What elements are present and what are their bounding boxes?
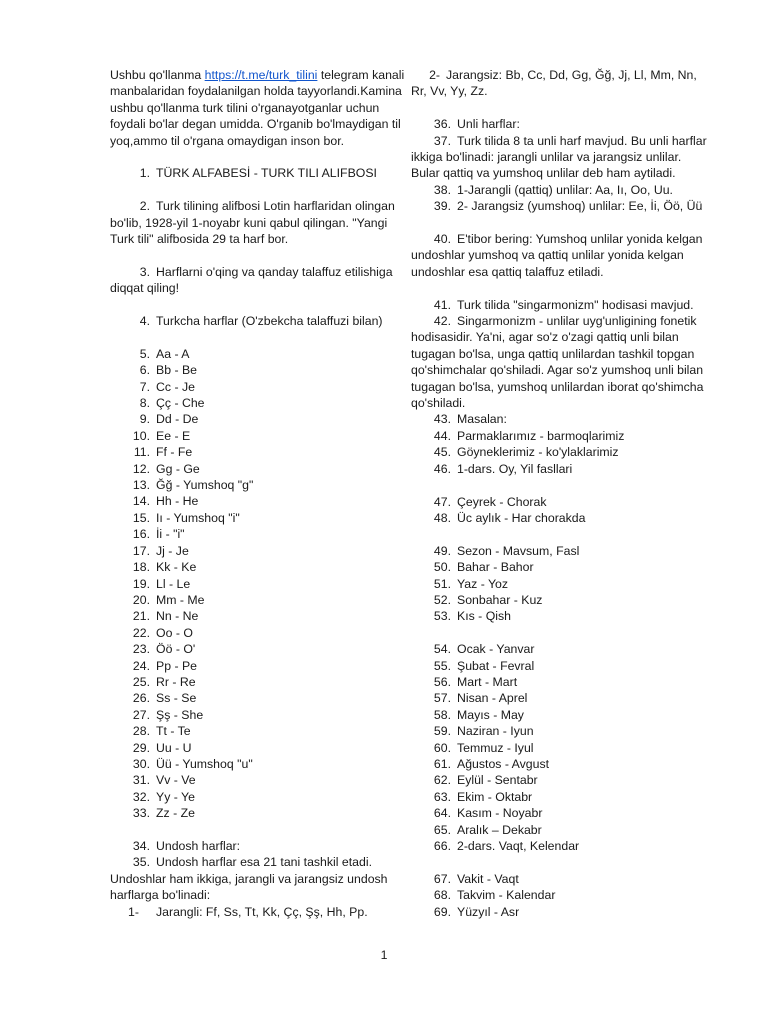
item-text: Takvim - Kalendar [457,888,556,903]
item-text: Rr - Re [156,674,196,689]
item-text: Şubat - Fevral [457,658,535,673]
item-number: 6. [139,363,150,378]
item-number: 62. [433,773,451,788]
item-text: Parmaklarımız - barmoqlarimiz [457,428,625,443]
item-number: 31. [132,773,150,788]
list-item [110,477,408,493]
intro-text-start: Ushbu qo'llanma [110,68,205,82]
item-text: Vv - Ve [156,773,196,788]
item-number: 47. [433,494,451,509]
item-text: Kk - Ke [156,560,197,575]
item-text: Üc aylık - Har chorakda [457,510,586,525]
item-text: Ocak - Yanvar [457,642,535,657]
item-number: 8. [139,396,150,411]
list-item [411,411,711,427]
item-text: Sonbahar - Kuz [457,592,543,607]
item-text: İi - "i" [156,527,185,542]
item-number: 69. [433,904,451,919]
list-item [110,789,408,805]
item-text: Ff - Fe [156,445,193,460]
telegram-link[interactable]: https://t.me/turk_tilini [204,68,318,82]
list-item [110,559,408,575]
item-number: 63. [433,789,451,804]
item-text: Dd - De [156,412,199,427]
item-text: Ee - E [156,428,191,443]
list-item: 40. E'tibor bering: Yumshoq unlilar yonida kelgan undoshlar yumshoq va qattiq unlilar yonida kelgan undoshlar esa qattiq talaffuz etiladi. [411,232,703,279]
item-text: Öö - O' [156,642,196,657]
item-number: 20. [132,592,150,607]
item-number: 10. [132,428,150,443]
item-text: Yy - Ye [156,789,195,804]
item-number: 44. [433,428,451,443]
item-number: 67. [433,871,451,886]
item-text: Ss - Se [156,691,197,706]
item-number: 13. [132,478,150,493]
letters-list [110,346,408,822]
list-item [110,608,408,624]
list-item: 34. Undosh harflar: [132,839,241,853]
list-item [110,411,408,427]
item-text: Kasım - Noyabr [457,806,543,821]
right-column [411,67,711,920]
list-item: 1- Jarangli: Ff, Ss, Tt, Kk, Çç, Şş, Hh, Pp. [128,904,368,919]
item-text: Mayıs - May [457,707,524,722]
item-text: Eylül - Sentabr [457,773,538,788]
list-item [411,461,711,477]
list-item [110,674,408,690]
item-number: 21. [132,609,150,624]
list-item [411,543,711,559]
list-item [110,690,408,706]
list-item [110,625,408,641]
item-text: Temmuz - Iyul [457,740,534,755]
item-number: 52. [433,592,451,607]
list-item [411,592,711,608]
item-number: 29. [132,740,150,755]
list-item [411,444,711,460]
list-item: 2. Turk tilining alifbosi Lotin harflaridan olingan bo'lib, 1928-yil 1-noyabr kuni qabul qilingan. "Yangi Turk tili" alifbosida 29 ta harf bor. [110,199,395,247]
list-item [411,576,711,592]
item-number: 65. [433,822,451,837]
list-item [110,493,408,509]
list-item [411,428,711,444]
item-number: 26. [132,691,150,706]
list-item: 3. Harflarni o'qing va qanday talaffuz etilishiga diqqat qiling! [110,264,393,296]
alphabet-heading: TÜRK ALFABESİ - TURK TILI ALIFBOSI [156,166,377,181]
item-number: 19. [132,576,150,591]
vocab-group [411,411,711,477]
item-text: Bahar - Bahor [457,560,534,575]
list-item [110,576,408,592]
list-item: 35. Undosh harflar esa 21 tani tashkil etadi. Undoshlar ham ikkiga, jarangli va jarangsiz undosh harflarga bo'linadi: [110,855,388,903]
item-text: Ll - Le [156,576,191,591]
item-text: Hh - He [156,494,199,509]
item-text: Cc - Je [156,379,195,394]
item-number: 5. [139,346,150,361]
item-text: Aa - A [156,346,190,361]
item-text: Kıs - Qish [457,609,511,624]
list-item: 41. Turk tilida "singarmonizm" hodisasi mavjud. [433,297,694,312]
list-item: 37. Turk tilida 8 ta unli harf mavjud. Bu unli harflar ikkiga bo'linadi: jarangli unlilar va jarangsiz unlilar. Bular qattiq va yumshoq unlilar deb ham aytiladi. [411,133,707,181]
item-number: 59. [433,724,451,739]
item-number: 17. [132,543,150,558]
list-item [411,674,711,690]
item-text: Ekim - Oktabr [457,789,533,804]
list-item [110,592,408,608]
item-text: Pp - Pe [156,658,198,673]
item-text: Yaz - Yoz [457,576,509,591]
list-item: 42. Singarmonizm - unlilar uyg'unligining fonetik hodisasidir. Ya'ni, agar so'z o'zagi qattiq unli bilan tugagan bo'lsa, unga qattiq unlilardan tashkil topgan qo'shimchalar qo'shiladi. Agar so'z yumshoq unli bilan tugagan bo'lsa, yumshoq unlilardan iborat qo'shimcha qo'shiladi. [411,314,704,411]
item-number: 46. [433,461,451,476]
item-text: Bb - Be [156,363,198,378]
list-item: 4. Turkcha harflar (O'zbekcha talaffuzi bilan) [139,314,383,329]
item-number: 48. [433,510,451,525]
item-number: 49. [433,543,451,558]
item-text: Masalan: [457,412,507,427]
item-number: 11. [133,445,150,460]
list-item [411,871,711,887]
list-item [411,510,711,526]
item-text: Gg - Ge [156,461,200,476]
list-item [110,346,408,362]
list-item [110,526,408,542]
list-item [110,510,408,526]
vocab-group [411,641,711,854]
item-number: 61. [433,756,451,771]
vocab-group [411,494,711,527]
item-text: Ağustos - Avgust [457,756,550,771]
list-item [110,805,408,821]
list-item [411,789,711,805]
item-text: Sezon - Mavsum, Fasl [457,543,580,558]
list-item [110,395,408,411]
list-item [110,362,408,378]
list-item [411,904,711,920]
list-item [110,707,408,723]
item-number: 51. [433,576,451,591]
item-text: Zz - Ze [156,806,195,821]
list-item [110,444,408,460]
item-number: 12. [132,461,150,476]
list-item [411,805,711,821]
item-number: 24. [132,658,150,673]
list-item [110,756,408,772]
list-item: 39. 2- Jarangsiz (yumshoq) unlilar: Ee, İi, Öö, Üü [433,199,703,214]
item-number: 57. [433,691,451,706]
item-text: Jj - Je [156,543,189,558]
letters-heading: Turkcha harflar (O'zbekcha talaffuzi bilan) [156,314,383,329]
list-item [411,658,711,674]
item-number: 56. [433,674,451,689]
item-text: Yüzyıl - Asr [457,904,520,919]
list-item [411,559,711,575]
list-item: 1. TÜRK ALFABESİ - TURK TILI ALIFBOSI [139,166,377,181]
item-text: Nisan - Aprel [457,691,528,706]
item-number: 33. [132,806,150,821]
list-item [110,641,408,657]
list-item [411,494,711,510]
item-number: 43. [433,412,451,427]
item-text: Şş - She [156,707,204,722]
item-text: Tt - Te [156,724,191,739]
list-item [411,772,711,788]
intro-text-end: telegram kanali manbalaridan foydalanilgan holda tayyorlandi.Kamina ushbu qo'llanma turk tilini o'rganayotganlar uchun foydali bo'lar degan umidda. O'rganib bo'lmaydigan til yoq,ammo til o'rgana omaydigan inson bor. [110,68,405,148]
list-item: 2- Jarangsiz: Bb, Cc, Dd, Gg, Ğğ, Jj, Ll, Mm, Nn, Rr, Vv, Yy, Zz. [411,68,697,99]
list-item [411,822,711,838]
item-number: 14. [132,494,150,509]
item-number: 68. [433,888,451,903]
item-number: 16. [132,527,150,542]
item-number: 28. [132,724,150,739]
item-text: Uu - U [156,740,192,755]
list-item [411,756,711,772]
item-number: 55. [433,658,451,673]
item-text: 1-dars. Oy, Yil fasllari [457,461,573,476]
item-text: Mart - Mart [457,674,518,689]
list-item [110,543,408,559]
list-item [411,608,711,624]
item-text: Ğğ - Yumshoq "g" [156,478,254,493]
item-number: 50. [433,560,451,575]
list-item [110,772,408,788]
item-text: Çeyrek - Chorak [457,494,547,509]
item-text: Mm - Me [156,592,205,607]
item-number: 53. [433,609,451,624]
item-text: Oo - O [156,625,193,640]
list-item [110,740,408,756]
item-number: 7. [139,379,150,394]
list-item [110,461,408,477]
item-number: 60. [433,740,451,755]
left-column [110,67,408,920]
list-item: 36. Unli harflar: [433,117,520,132]
list-item [411,690,711,706]
vocab-group [411,871,711,920]
item-number: 64. [433,806,451,821]
list-item [411,740,711,756]
item-number: 58. [433,707,451,722]
vocab-group [411,543,711,625]
list-item [411,641,711,657]
item-text: Üü - Yumshoq "u" [156,756,253,771]
item-number: 22. [132,625,150,640]
list-item [411,887,711,903]
intro-paragraph [110,67,408,149]
item-number: 32. [132,789,150,804]
item-number: 27. [132,707,150,722]
item-text: Vakit - Vaqt [457,871,519,886]
list-item [411,723,711,739]
item-number: 45. [433,445,451,460]
list-item [110,658,408,674]
item-text: 2-dars. Vaqt, Kelendar [457,839,580,853]
item-text: Göyneklerimiz - ko'ylaklarimiz [457,445,619,460]
item-number: 9. [139,412,150,427]
item-text: Nn - Ne [156,609,199,624]
list-item [411,707,711,723]
item-text: Iı - Yumshoq "i" [156,510,240,525]
list-item [110,379,408,395]
list-item [110,428,408,444]
item-text: Çç - Che [156,396,205,411]
list-item [110,723,408,739]
list-item [411,838,711,854]
item-number: 18. [132,560,150,575]
item-number: 25. [132,674,150,689]
item-text: Naziran - Iyun [457,724,534,739]
item-number: 23. [132,642,150,657]
item-number: 66. [433,839,451,853]
item-number: 54. [433,642,451,657]
list-item: 38. 1-Jarangli (qattiq) unlilar: Aa, Iı, Oo, Uu. [433,182,673,197]
item-number: 15. [132,510,150,525]
item-number: 30. [132,756,150,771]
item-text: Aralık – Dekabr [457,822,542,837]
page-number: 1 [380,948,388,962]
